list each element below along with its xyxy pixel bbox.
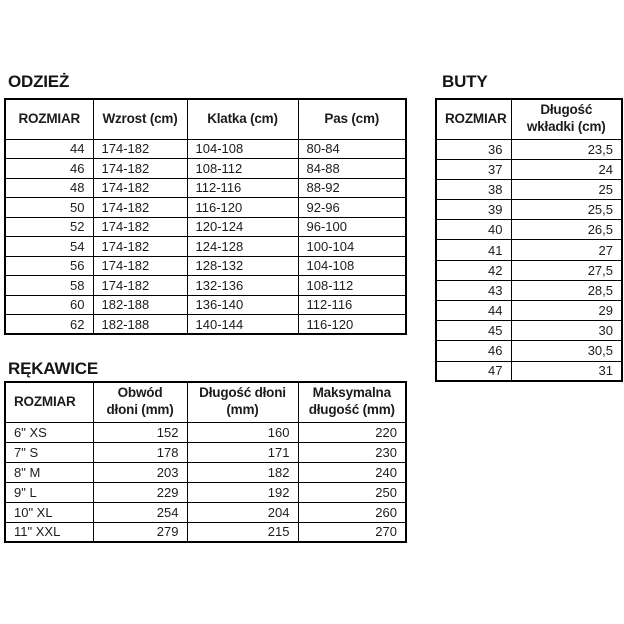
column-header: Klatka (cm) xyxy=(187,99,298,139)
table-cell: 229 xyxy=(93,482,187,502)
table-header-row xyxy=(5,99,406,139)
table-cell: 254 xyxy=(93,502,187,522)
table-row xyxy=(436,260,622,280)
table-cell: 230 xyxy=(298,442,406,462)
table-row xyxy=(436,280,622,300)
table-cell: 112-116 xyxy=(298,295,406,315)
table-cell: 25,5 xyxy=(511,200,622,220)
table-cell: 44 xyxy=(5,139,93,159)
table-cell: 9" L xyxy=(5,482,93,502)
table-cell: 204 xyxy=(187,502,298,522)
table-row xyxy=(5,502,406,522)
table-cell: 260 xyxy=(298,502,406,522)
table-row xyxy=(436,321,622,341)
table-cell: 100-104 xyxy=(298,237,406,257)
table-row xyxy=(436,139,622,159)
table-cell: 40 xyxy=(436,220,511,240)
column-header: Długość wkładki (cm) xyxy=(511,99,622,139)
table-cell: 38 xyxy=(436,179,511,199)
table-cell: 128-132 xyxy=(187,256,298,276)
table-cell: 56 xyxy=(5,256,93,276)
column-header: Obwód dłoni (mm) xyxy=(93,382,187,422)
table-cell: 30 xyxy=(511,321,622,341)
table-cell: 174-182 xyxy=(93,159,187,179)
table-row xyxy=(436,200,622,220)
table-cell: 50 xyxy=(5,198,93,218)
table-cell: 92-96 xyxy=(298,198,406,218)
table-row xyxy=(436,220,622,240)
table-cell: 178 xyxy=(93,442,187,462)
table-cell: 174-182 xyxy=(93,217,187,237)
table-cell: 42 xyxy=(436,260,511,280)
table-row xyxy=(5,139,406,159)
table-cell: 152 xyxy=(93,422,187,442)
table-cell: 96-100 xyxy=(298,217,406,237)
table-cell: 58 xyxy=(5,276,93,296)
table-cell: 52 xyxy=(5,217,93,237)
table-cell: 124-128 xyxy=(187,237,298,257)
table-cell: 41 xyxy=(436,240,511,260)
table-row xyxy=(5,237,406,257)
table-cell: 136-140 xyxy=(187,295,298,315)
table-row xyxy=(5,422,406,442)
table-cell: 120-124 xyxy=(187,217,298,237)
table-row xyxy=(436,341,622,361)
table-row xyxy=(5,217,406,237)
column-header: ROZMIAR xyxy=(5,99,93,139)
table-row xyxy=(5,315,406,335)
table-cell: 140-144 xyxy=(187,315,298,335)
table-cell: 27 xyxy=(511,240,622,260)
table-cell: 240 xyxy=(298,462,406,482)
table-row xyxy=(436,301,622,321)
table-cell: 270 xyxy=(298,522,406,542)
table-cell: 39 xyxy=(436,200,511,220)
table-cell: 36 xyxy=(436,139,511,159)
gloves-size-table xyxy=(4,381,407,543)
table-cell: 182 xyxy=(187,462,298,482)
table-cell: 116-120 xyxy=(187,198,298,218)
table-cell: 54 xyxy=(5,237,93,257)
table-cell: 160 xyxy=(187,422,298,442)
table-row xyxy=(5,442,406,462)
table-row xyxy=(436,240,622,260)
table-cell: 174-182 xyxy=(93,139,187,159)
column-header: Długość dłoni (mm) xyxy=(187,382,298,422)
column-header: Wzrost (cm) xyxy=(93,99,187,139)
table-cell: 116-120 xyxy=(298,315,406,335)
table-cell: 60 xyxy=(5,295,93,315)
table-cell: 25 xyxy=(511,179,622,199)
table-row xyxy=(5,482,406,502)
table-cell: 47 xyxy=(436,361,511,381)
table-row xyxy=(5,295,406,315)
table-cell: 31 xyxy=(511,361,622,381)
table-cell: 182-188 xyxy=(93,295,187,315)
table-cell: 29 xyxy=(511,301,622,321)
table-cell: 279 xyxy=(93,522,187,542)
table-row xyxy=(436,159,622,179)
table-row xyxy=(5,159,406,179)
column-header: ROZMIAR xyxy=(436,99,511,139)
table-cell: 174-182 xyxy=(93,198,187,218)
gloves-section-title: RĘKAWICE xyxy=(8,359,99,378)
table-cell: 104-108 xyxy=(298,256,406,276)
column-header: ROZMIAR xyxy=(5,382,93,422)
table-cell: 27,5 xyxy=(511,260,622,280)
table-cell: 215 xyxy=(187,522,298,542)
table-cell: 112-116 xyxy=(187,178,298,198)
table-cell: 45 xyxy=(436,321,511,341)
table-cell: 174-182 xyxy=(93,178,187,198)
table-cell: 182-188 xyxy=(93,315,187,335)
table-cell: 80-84 xyxy=(298,139,406,159)
table-cell: 24 xyxy=(511,159,622,179)
table-cell: 88-92 xyxy=(298,178,406,198)
table-cell: 108-112 xyxy=(298,276,406,296)
table-cell: 44 xyxy=(436,301,511,321)
table-cell: 250 xyxy=(298,482,406,502)
table-cell: 6" XS xyxy=(5,422,93,442)
table-cell: 220 xyxy=(298,422,406,442)
table-cell: 174-182 xyxy=(93,276,187,296)
table-cell: 84-88 xyxy=(298,159,406,179)
table-row xyxy=(436,361,622,381)
column-header: Maksymalna długość (mm) xyxy=(298,382,406,422)
table-cell: 104-108 xyxy=(187,139,298,159)
table-row xyxy=(5,462,406,482)
table-cell: 26,5 xyxy=(511,220,622,240)
table-cell: 30,5 xyxy=(511,341,622,361)
table-cell: 174-182 xyxy=(93,256,187,276)
table-cell: 28,5 xyxy=(511,280,622,300)
table-cell: 192 xyxy=(187,482,298,502)
table-row xyxy=(5,198,406,218)
table-row xyxy=(5,276,406,296)
table-cell: 46 xyxy=(436,341,511,361)
clothing-section-title: ODZIEŻ xyxy=(8,72,70,91)
table-cell: 171 xyxy=(187,442,298,462)
table-cell: 108-112 xyxy=(187,159,298,179)
table-cell: 37 xyxy=(436,159,511,179)
table-cell: 43 xyxy=(436,280,511,300)
shoes-section-title: BUTY xyxy=(442,72,488,91)
table-cell: 8" M xyxy=(5,462,93,482)
table-header-row xyxy=(436,99,622,139)
shoes-size-table xyxy=(435,98,623,382)
clothing-size-table xyxy=(4,98,407,335)
table-cell: 174-182 xyxy=(93,237,187,257)
table-cell: 11" XXL xyxy=(5,522,93,542)
column-header: Pas (cm) xyxy=(298,99,406,139)
table-row xyxy=(5,522,406,542)
table-cell: 46 xyxy=(5,159,93,179)
table-cell: 7" S xyxy=(5,442,93,462)
table-cell: 203 xyxy=(93,462,187,482)
table-cell: 132-136 xyxy=(187,276,298,296)
table-cell: 62 xyxy=(5,315,93,335)
table-row xyxy=(436,179,622,199)
table-row xyxy=(5,178,406,198)
table-cell: 23,5 xyxy=(511,139,622,159)
table-cell: 48 xyxy=(5,178,93,198)
table-header-row xyxy=(5,382,406,422)
table-row xyxy=(5,256,406,276)
table-cell: 10" XL xyxy=(5,502,93,522)
